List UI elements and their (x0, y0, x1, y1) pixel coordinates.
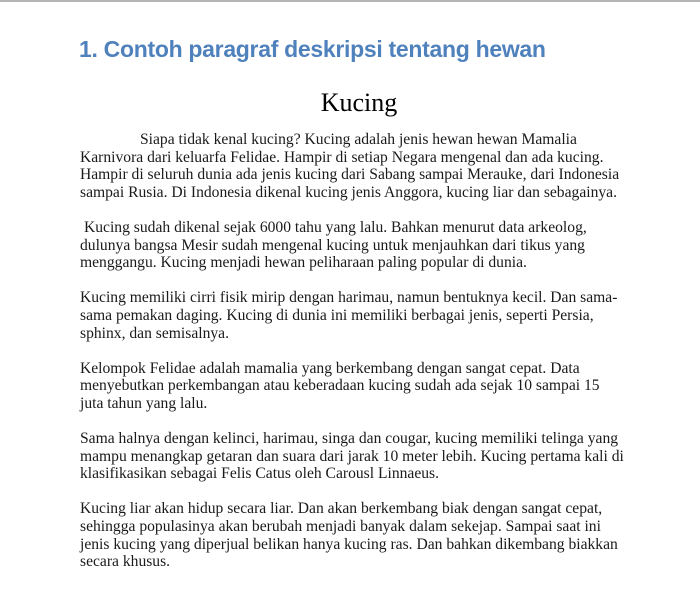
section-heading: 1. Contoh paragraf deskripsi tentang hewan (79, 36, 546, 62)
paragraph-physical-traits: Kucing memiliki cirri fisik mirip dengan harimau, namun bentuknya kecil. Dan sama-sama pemakan daging. Kucing di dunia ini memiliki berbagai jenis, seperti Persia, sphinx, dan semisalnya. (80, 289, 618, 342)
paragraph-wild-cats: Kucing liar akan hidup secara liar. Dan akan berkembang biak dengan sangat cepat, sehingga populasinya akan berubah menjadi banyak dalam sekejap. Sampai saat ini jenis kucing yang diperjual belikan hanya kucing ras. Dan bahkan dikembang biakkan secara khusus. (80, 500, 618, 571)
paragraph-history: Kucing sudah dikenal sejak 6000 tahu yang lalu. Bahkan menurut data arkeolog, dulunya bangsa Mesir sudah mengenal kucing untuk menjauhkan dari tikus yang menggangu. Kucing menjadi hewan peliharaan paling popular di dunia. (80, 218, 587, 272)
paragraph-felidae: Kelompok Felidae adalah mamalia yang berkembang dengan sangat cepat. Data menyebutkan perkembangan atau keberadaan kucing sudah ada sejak 10 sampai 15 juta tahun yang lalu. (80, 359, 600, 412)
paragraph-hearing: Sama halnya dengan kelinci, harimau, singa dan cougar, kucing memiliki telinga yang mampu menangkap getaran dan suara dari jarak 10 meter lebih. Kucing pertama kali di klasifikasikan sebagai Felis Catus oleh Carousl Linnaeus. (80, 430, 624, 483)
document-title: Kucing (320, 88, 398, 117)
document-body (80, 131, 625, 588)
page-top-border (0, 0, 700, 2)
paragraph-intro: Siapa tidak kenal kucing? Kucing adalah jenis hewan hewan Mamalia Karnivora dari keluarfa Felidae. Hampir di setiap Negara mengenal dan ada kucing. Hampir di seluruh dunia ada jenis kucing dari Sabang sampai Merauke, dari Indonesia sampai Rusia. Di Indonesia dikenal kucing jenis Anggora, kucing liar dan sebagainya. (80, 131, 620, 201)
